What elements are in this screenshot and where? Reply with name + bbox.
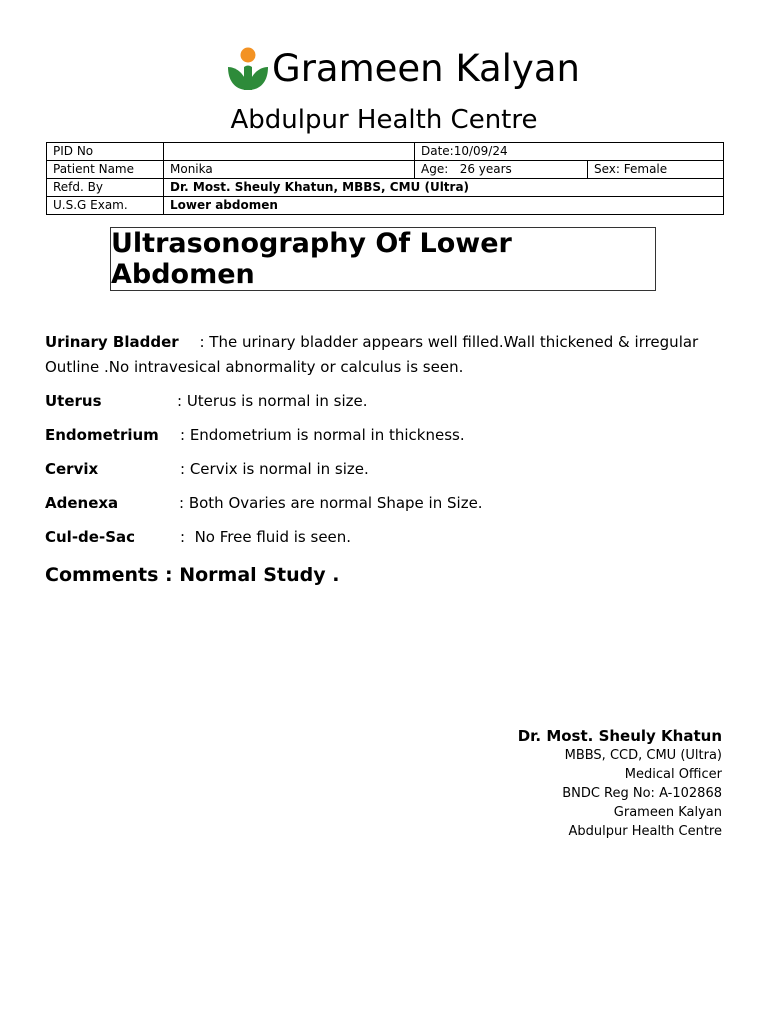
refd-label: Refd. By	[47, 179, 164, 197]
patient-sex: Sex: Female	[588, 161, 724, 179]
finding-label: Adenexa	[45, 494, 119, 512]
patient-name-label: Patient Name	[47, 161, 164, 179]
report-title-box	[110, 227, 656, 291]
finding-value: : Both Ovaries are normal Shape in Size.	[179, 494, 483, 512]
report-title: Ultrasonography Of Lower Abdomen	[111, 228, 512, 290]
finding-cul-de-sac	[45, 527, 735, 547]
finding-value: : No Free fluid is seen.	[180, 528, 352, 546]
brand	[38, 44, 768, 94]
table-row	[47, 143, 724, 161]
table-row	[47, 161, 724, 179]
finding-label: Cul-de-Sac	[45, 528, 136, 546]
finding-label: Endometrium	[45, 426, 159, 444]
doctor-name: Dr. Most. Sheuly Khatun	[517, 727, 722, 745]
finding-value: : Uterus is normal in size.	[177, 392, 368, 410]
table-row	[47, 197, 724, 215]
patient-name-value: Monika	[164, 161, 415, 179]
doctor-qualifications: MBBS, CCD, CMU (Ultra)	[564, 748, 722, 763]
signature-org: Grameen Kalyan	[613, 805, 722, 820]
refd-value: Dr. Most. Sheuly Khatun, MBBS, CMU (Ultra)	[164, 179, 724, 197]
bladder-text-2: Outline .No intravesical abnormality or calculus is seen.	[45, 358, 464, 376]
finding-label: Cervix	[45, 460, 99, 478]
signature-centre: Abdulpur Health Centre	[568, 824, 722, 839]
exam-value: Lower abdomen	[164, 197, 724, 215]
pid-label: PID No	[47, 143, 164, 161]
bladder-label: Urinary Bladder	[45, 333, 179, 351]
patient-age: Age: 26 years	[415, 161, 588, 179]
signature-block	[518, 726, 722, 841]
finding-label: Uterus	[45, 392, 102, 410]
centre-name: Abdulpur Health Centre	[230, 105, 538, 135]
finding-endometrium	[45, 425, 735, 445]
findings-section	[45, 332, 735, 547]
doctor-designation: Medical Officer	[624, 767, 722, 782]
finding-adenexa	[45, 493, 735, 513]
document-header	[0, 44, 768, 135]
doctor-reg-no: BNDC Reg No: A-102868	[562, 786, 722, 801]
bladder-line-1	[45, 332, 735, 352]
finding-value: : Endometrium is normal in thickness.	[180, 426, 465, 444]
finding-cervix	[45, 459, 735, 479]
report-date: Date:10/09/24	[415, 143, 724, 161]
patient-info-table	[46, 142, 724, 215]
finding-uterus	[45, 391, 735, 411]
grameen-kalyan-logo	[226, 46, 270, 92]
finding-value: : Cervix is normal in size.	[180, 460, 369, 478]
bladder-text-1: : The urinary bladder appears well filled.Wall thickened & irregular	[199, 333, 699, 351]
pid-value	[164, 143, 415, 161]
exam-label: U.S.G Exam.	[47, 197, 164, 215]
brand-name: Grameen Kalyan	[272, 47, 580, 90]
table-row	[47, 179, 724, 197]
comments: Comments : Normal Study .	[45, 564, 340, 586]
